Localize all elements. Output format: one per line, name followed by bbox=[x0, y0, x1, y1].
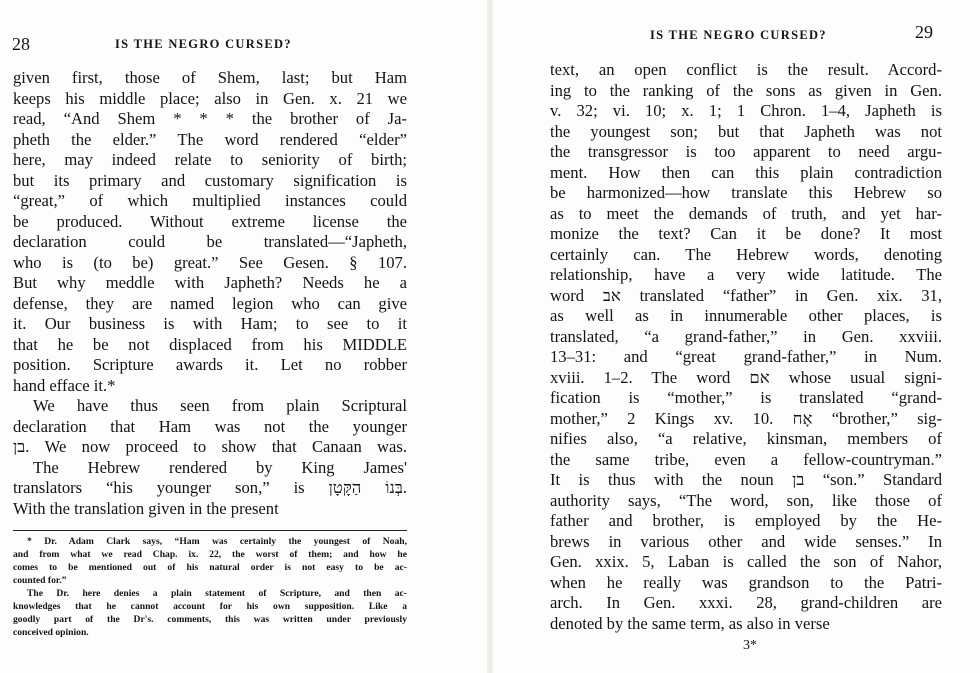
text-line: it. Our business is with Ham; to see to it bbox=[13, 314, 407, 333]
text-line: בן. We now proceed to show that Canaan was. bbox=[13, 437, 407, 456]
text-line: arch. In Gen. xxxi. 28, grand-children are bbox=[550, 593, 942, 612]
text-line: ing to the ranking of the sons as given in Gen. bbox=[550, 80, 942, 100]
text-line: nifies also, “a relative, kinsman, members of bbox=[550, 429, 942, 448]
text-line: authority says, “The word, son, like those of bbox=[550, 490, 942, 510]
text-line: declaration could be translated—“Japheth, bbox=[13, 232, 407, 251]
footnote-line: counted for.” bbox=[13, 575, 67, 586]
left-page-number: 28 bbox=[12, 34, 30, 54]
text-line: position. Scripture awards it. Let no robber bbox=[13, 355, 407, 374]
text-line: as well as in innumerable other places, is bbox=[550, 306, 942, 325]
footnote-line: * Dr. Adam Clark says, “Ham was certainly the youngest of Noah, bbox=[27, 536, 407, 547]
text-line: pheth the elder.” The word rendered “elder” bbox=[13, 129, 407, 149]
text-line: translators “his younger son,” is בְּנוֹ הַקָּטָן. bbox=[13, 478, 407, 497]
footnote-line: goodly part of the Dr's. comments, this was written under previously bbox=[13, 614, 407, 625]
right-running-head: IS THE NEGRO CURSED? bbox=[650, 28, 827, 42]
text-line: “great,” of which multiplied instances could bbox=[13, 191, 407, 210]
text-line: who is (to be) great.” See Gesen. § 107. bbox=[13, 252, 407, 272]
footnote-line: knowledges that he cannot account for his own supposition. Like a bbox=[13, 601, 407, 612]
text-line: It is thus with the noun בן “son.” Standard bbox=[550, 470, 942, 489]
text-line: word אב translated “father” in Gen. xix. 31, bbox=[550, 285, 942, 305]
left-footnote bbox=[13, 535, 407, 639]
text-line: the youngest son; but that Japheth was not bbox=[550, 121, 942, 141]
text-line: read, “And Shem * * * the brother of Ja- bbox=[13, 109, 407, 128]
text-line: fication is “mother,” is translated “grand- bbox=[550, 388, 942, 407]
right-page-number: 29 bbox=[915, 22, 933, 42]
text-line: xviii. 1–2. The word אם whose usual signi- bbox=[550, 367, 942, 387]
text-line: be produced. Without extreme license the bbox=[13, 211, 407, 231]
text-line: that he be not displaced from his MIDDLE bbox=[13, 334, 407, 354]
text-line: declaration that Ham was not the younger bbox=[13, 416, 407, 436]
text-line: when he really was grandson to the Patri- bbox=[550, 572, 942, 592]
text-line: v. 32; vi. 10; x. 1; 1 Chron. 1–4, Japheth is bbox=[550, 101, 942, 120]
text-line: translated, “a grand-father,” in Gen. xxviii. bbox=[550, 326, 942, 346]
text-line: But why meddle with Japheth? Needs he a bbox=[13, 273, 407, 292]
text-line: 13–31: and “great grand-father,” in Num. bbox=[550, 347, 942, 366]
text-line: hand efface it.* bbox=[13, 375, 116, 395]
footnote-line: comes to be mentioned out of his natural order is not easy to be ac- bbox=[13, 562, 407, 573]
text-line: here, may indeed relate to seniority of birth; bbox=[13, 150, 407, 169]
left-running-head: IS THE NEGRO CURSED? bbox=[115, 37, 292, 51]
text-line: monize the text? Can it be done? It most bbox=[550, 224, 942, 243]
signature-mark: 3* bbox=[743, 638, 757, 653]
text-line: The Hebrew rendered by King James' bbox=[33, 457, 407, 477]
text-line: the transgressor is too apparent to need argu- bbox=[550, 142, 942, 161]
text-line: be harmonized—how translate this Hebrew so bbox=[550, 183, 942, 202]
footnote-line: The Dr. here denies a plain statement of Scripture, and then ac- bbox=[27, 588, 407, 599]
text-line: certainly can. The Hebrew words, denoting bbox=[550, 244, 942, 264]
text-line: but its primary and customary signification is bbox=[13, 170, 407, 190]
text-line: as to meet the demands of truth, and yet har- bbox=[550, 203, 942, 223]
text-line: We have thus seen from plain Scriptural bbox=[33, 396, 407, 415]
text-line: keeps his middle place; also in Gen. x. 21 we bbox=[13, 88, 407, 108]
text-line: Gen. xxix. 5, Laban is called the son of Nahor, bbox=[550, 552, 942, 571]
right-body-text bbox=[550, 60, 942, 634]
text-line: father and brother, is employed by the He- bbox=[550, 511, 942, 530]
text-line: ment. How then can this plain contradiction bbox=[550, 162, 942, 182]
text-line: mother,” 2 Kings xv. 10. אָח “brother,” sig- bbox=[550, 408, 942, 428]
text-line: given first, those of Shem, last; but Ham bbox=[13, 68, 407, 87]
text-line: relationship, have a very wide latitude. The bbox=[550, 265, 942, 284]
text-line: With the translation given in the present bbox=[13, 498, 279, 518]
left-body-text bbox=[13, 68, 407, 519]
footnote-line: conceived opinion. bbox=[13, 627, 89, 638]
text-line: brews in various other and wide senses.” In bbox=[550, 531, 942, 551]
footnote-line: and from what we read Chap. ix. 22, the worst of them; and how he bbox=[13, 549, 407, 560]
text-line: text, an open conflict is the result. Accord- bbox=[550, 60, 942, 79]
text-line: defense, they are named legion who can give bbox=[13, 293, 407, 313]
right-page bbox=[490, 0, 980, 673]
text-line: denoted by the same term, as also in verse bbox=[550, 613, 830, 633]
text-line: the same tribe, even a fellow-countryman.” bbox=[550, 449, 942, 469]
footnote-rule bbox=[13, 530, 407, 531]
